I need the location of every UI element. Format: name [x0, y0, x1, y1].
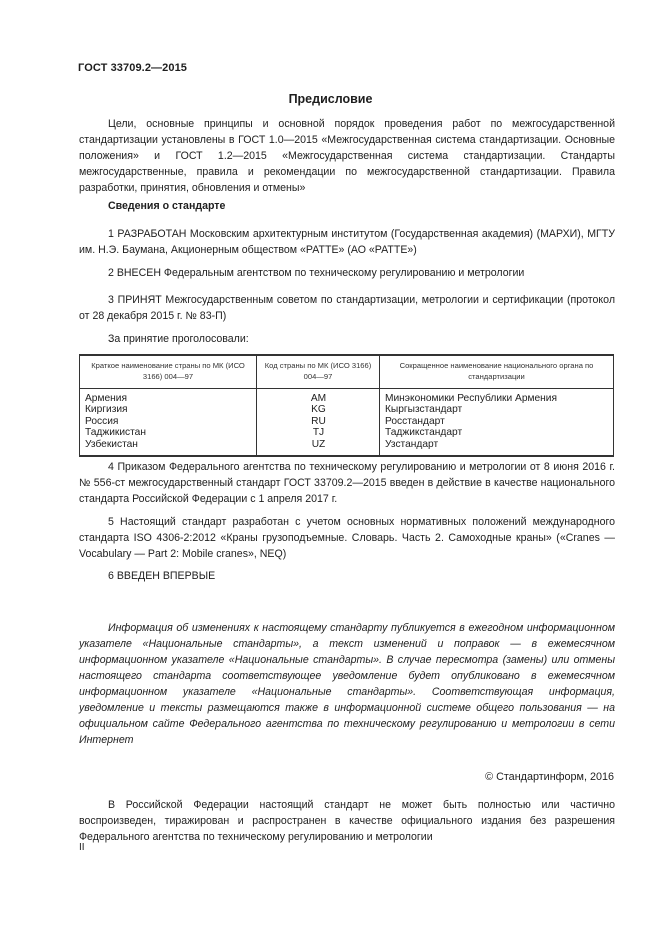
page-number: II [79, 842, 85, 853]
country-cell: Узбекистан [85, 438, 138, 450]
code-cell: AM [310, 393, 327, 404]
standard-code-header: ГОСТ 33709.2—2015 [78, 62, 188, 74]
body-cell: Таджикстандарт [385, 427, 463, 439]
copyright-line: © Стандартинформ, 2016 [485, 771, 614, 783]
item-2-introduced: 2 ВНЕСЕН Федеральным агентством по техническому регулированию и метрологии [108, 267, 525, 279]
code-column [257, 389, 380, 457]
code-cell: UZ [311, 438, 326, 450]
item-6-first-introduced: 6 ВВЕДЕН ВПЕРВЫЕ [108, 570, 216, 582]
body-cell: Минэкономики Республики Армения [385, 393, 557, 404]
code-cell: RU [311, 415, 326, 427]
table-header-code: Код страны по МК (ИСО 3166) 004—97 [257, 355, 380, 389]
table-header-body: Сокращенное наименование национального органа по стандартизации [380, 355, 614, 389]
code-cell: TJ [312, 427, 325, 439]
item-4-order: 4 Приказом Федерального агентства по техническому регулированию и метрологии от 8 июня 2016 г. № 556-ст межгосударственный стандарт ГОСТ 33709.2—2015 введен в действие в качестве национального стандарта Российской Федерации с 1 апреля 2017 г. [79, 461, 615, 505]
country-cell: Таджикистан [85, 427, 146, 439]
intro-paragraph: Цели, основные принципы и основной порядок проведения работ по межгосударственной стандартизации установлены в ГОСТ 1.0—2015 «Межгосударственная система стандартизации. Основные положения» и ГОСТ 1.2—2015 «Межгосударственная система стандартизации. Стандарты межгосударственные, правила и рекомендации по межгосударственной стандартизации. Правила разработки, принятия, обновления и отмены» [79, 118, 615, 194]
body-column [380, 389, 614, 457]
rights-notice: В Российской Федерации настоящий стандарт не может быть полностью или частично воспроизведен, тиражирован и распространен в качестве официального издания без разрешения Федерального агентства по техническому регулированию и метрологии [79, 799, 615, 843]
item-1-developed: 1 РАЗРАБОТАН Московским архитектурным институтом (Государственная академия) (МАРХИ), МГТУ им. Н.Э. Баумана, Акционерным обществом «РАТТЕ» (АО «РАТТЕ») [79, 228, 615, 256]
item-5-basis: 5 Настоящий стандарт разработан с учетом основных нормативных положений международного стандарта ISO 4306-2:2012 «Краны грузоподъемные. Словарь. Часть 2. Самоходные краны» («Cranes — Vocabulary — Part 2: Mobile cranes», NEQ) [79, 516, 615, 560]
body-cell: Узстандарт [385, 438, 439, 450]
body-cell: Кыргызстандарт [385, 404, 463, 416]
table-header-row [80, 355, 614, 389]
country-cell: Россия [85, 415, 119, 427]
vote-caption: За принятие проголосовали: [108, 333, 249, 345]
change-notice: Информация об изменениях к настоящему стандарту публикуется в ежегодном информационном указателе «Национальные стандарты», а текст изменений и поправок — в ежемесячном информационном указателе «Национальные стандарты». В случае пересмотра (замены) или отмены настоящего стандарта соответствующее уведомление будет опубликовано в ежемесячном информационном указателе «Национальные стандарты». Соответствующая информация, уведомление и тексты размещаются также в информационной системе общего пользования — на официальном сайте Федерального агентства по техническому регулированию и метрологии в сети Интернет [79, 622, 615, 746]
country-cell: Киргизия [85, 404, 128, 416]
section-heading: Сведения о стандарте [108, 200, 226, 212]
code-cell: KG [311, 404, 326, 416]
table-header-country: Краткое наименование страны по МК (ИСО 3166) 004—97 [80, 355, 257, 389]
item-3-adopted: 3 ПРИНЯТ Межгосударственным советом по стандартизации, метрологии и сертификации (протокол от 28 декабря 2015 г. № 83-П) [79, 294, 615, 322]
page-title: Предисловие [288, 92, 373, 106]
country-cell: Армения [85, 393, 127, 404]
country-column [80, 389, 257, 457]
body-cell: Росстандарт [385, 415, 445, 427]
table-row [80, 389, 614, 457]
approval-table [79, 354, 614, 457]
